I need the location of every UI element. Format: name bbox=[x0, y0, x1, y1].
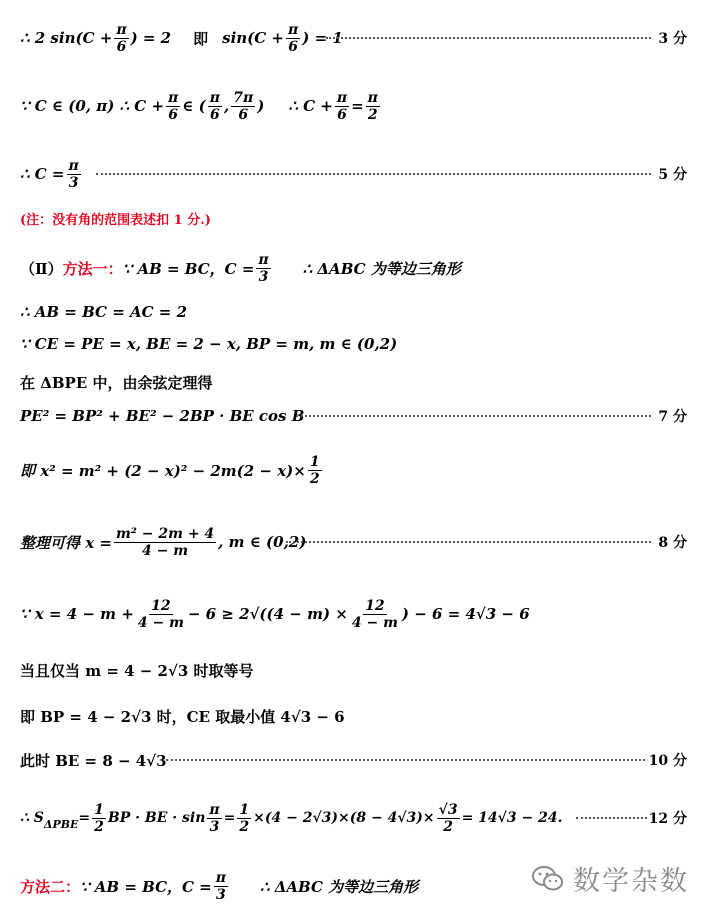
expr: , bbox=[223, 97, 230, 115]
wechat-icon bbox=[531, 864, 565, 894]
line-2 bbox=[0, 86, 711, 126]
expr: ∴ ΔABC 为等边三角形 bbox=[302, 259, 461, 278]
expr: ∴ S bbox=[20, 810, 44, 826]
expr: ∵ C ∈ (0, π) ∴ C + bbox=[20, 97, 165, 115]
expr: ∴ AB = BC = AC = 2 bbox=[20, 303, 188, 321]
ji-label: 即 bbox=[193, 29, 209, 48]
line-14 bbox=[0, 696, 711, 736]
watermark-text: 数学杂数 bbox=[573, 866, 689, 897]
expr: BP · BE · sin bbox=[107, 810, 206, 826]
expr: ×(4 − 2√3)×(8 − 4√3)× bbox=[253, 810, 435, 826]
watermark bbox=[531, 859, 689, 898]
leader-dots bbox=[166, 759, 645, 761]
line-7 bbox=[0, 324, 711, 364]
fraction: $\frac{\pi}{6}$ bbox=[209, 89, 220, 123]
expr: ∴ 2 sin(C + bbox=[20, 29, 113, 47]
line-13 bbox=[0, 650, 711, 690]
expr: ) − 6 = 4√3 − 6 bbox=[401, 605, 530, 623]
part-label: （Ⅱ） bbox=[20, 259, 63, 278]
method-label: 方法二： bbox=[20, 877, 81, 896]
fraction: $\frac{\pi}{6}$ bbox=[336, 89, 348, 123]
leader-dots bbox=[96, 173, 651, 175]
expr: = bbox=[78, 810, 91, 826]
method-label: 方法一： bbox=[62, 259, 123, 278]
expr: 即 x² = m² + (2 − x)² − 2m(2 − x)× bbox=[20, 461, 306, 480]
fraction: $\frac{\pi}{6}$ bbox=[168, 89, 179, 123]
leader-dots bbox=[326, 37, 651, 39]
score-label: 5 分 bbox=[658, 167, 687, 183]
fraction: $\frac{\pi}{6}$ bbox=[288, 21, 299, 55]
expr: ∵ AB = BC，C = bbox=[122, 259, 255, 278]
expr: , m ∈ (0,2) bbox=[218, 533, 307, 551]
fraction: $\frac{\text{m² − 2m + 4}}{4 - m}$ bbox=[115, 525, 215, 559]
leader-dots bbox=[296, 415, 651, 417]
fraction: $\frac{\pi}{2}$ bbox=[367, 89, 378, 123]
fraction: $\frac{\pi}{6}$ bbox=[116, 21, 127, 55]
expr: = bbox=[223, 810, 236, 826]
expr: sin(C + bbox=[222, 29, 284, 47]
fraction: $\frac{\pi}{3}$ bbox=[215, 869, 226, 903]
fraction: $\frac{\pi}{3}$ bbox=[258, 251, 269, 285]
expr: ∴ C = bbox=[20, 165, 65, 183]
expr: 整理可得 x = bbox=[20, 533, 112, 552]
leader-dots bbox=[286, 541, 651, 543]
expr: = 14√3 − 24. bbox=[461, 810, 563, 826]
expr: 此时 BE = 8 − 4√3 bbox=[20, 751, 167, 770]
score-label: 12 分 bbox=[648, 811, 687, 827]
expr: 当且仅当 m = 4 − 2√3 时取等号 bbox=[20, 661, 254, 680]
line-15 bbox=[0, 740, 711, 780]
fraction: $\frac{1}{2}$ bbox=[239, 801, 250, 835]
line-16 bbox=[0, 798, 711, 838]
expr: 在 ΔBPE 中，由余弦定理得 bbox=[20, 373, 213, 392]
fraction: $\frac{7\pi}{6}$ bbox=[233, 89, 254, 123]
expr: − 6 ≥ 2√((4 − m) × bbox=[187, 605, 348, 623]
expr: = bbox=[351, 97, 364, 115]
expr: 即 BP = 4 − 2√3 时，CE 取最小值 4√3 − 6 bbox=[20, 707, 345, 726]
fraction: $\frac{12}{4 - m}$ bbox=[137, 597, 184, 631]
line-11 bbox=[0, 522, 711, 562]
line-5 bbox=[0, 248, 711, 288]
subscript: ΔPBE bbox=[43, 817, 79, 831]
expr: ∵ CE = PE = x, BE = 2 − x, BP = m, m ∈ (0,2) bbox=[20, 335, 398, 353]
score-label: 3 分 bbox=[658, 31, 687, 47]
note-line bbox=[0, 198, 711, 238]
expr: ) bbox=[257, 97, 265, 115]
expr: ∵ AB = BC，C = bbox=[80, 877, 212, 896]
score-label: 10 分 bbox=[648, 753, 687, 769]
line-12 bbox=[0, 594, 711, 634]
expr: ∴ ΔABC 为等边三角形 bbox=[260, 877, 419, 896]
line-10 bbox=[0, 450, 711, 490]
fraction: $\frac{1}{2}$ bbox=[309, 453, 320, 487]
fraction: $\frac{12}{4 - m}$ bbox=[351, 597, 398, 631]
expr: ∵ x = 4 − m + bbox=[20, 605, 134, 623]
fraction: $\frac{1}{2}$ bbox=[94, 801, 104, 835]
expr: ) = 1 bbox=[302, 29, 343, 47]
score-label: 7 分 bbox=[658, 409, 687, 425]
line-3 bbox=[0, 154, 711, 194]
expr: ∴ C + bbox=[288, 97, 333, 115]
leader-dots bbox=[576, 817, 647, 819]
score-label: 8 分 bbox=[658, 535, 687, 551]
line-1 bbox=[0, 18, 711, 58]
expr: ∈ ( bbox=[182, 97, 206, 115]
line-9 bbox=[0, 396, 711, 436]
fraction: $\frac{\pi}{3}$ bbox=[209, 801, 220, 835]
fraction: $\frac{√3}{2}$ bbox=[438, 801, 458, 835]
expr: PE² = BP² + BE² − 2BP · BE cos B bbox=[20, 407, 305, 425]
expr: ) = 2 bbox=[130, 29, 172, 47]
fraction: $\frac{\pi}{3}$ bbox=[68, 157, 79, 191]
deduction-note: (注：没有角的范围表述扣 1 分.) bbox=[20, 212, 211, 228]
